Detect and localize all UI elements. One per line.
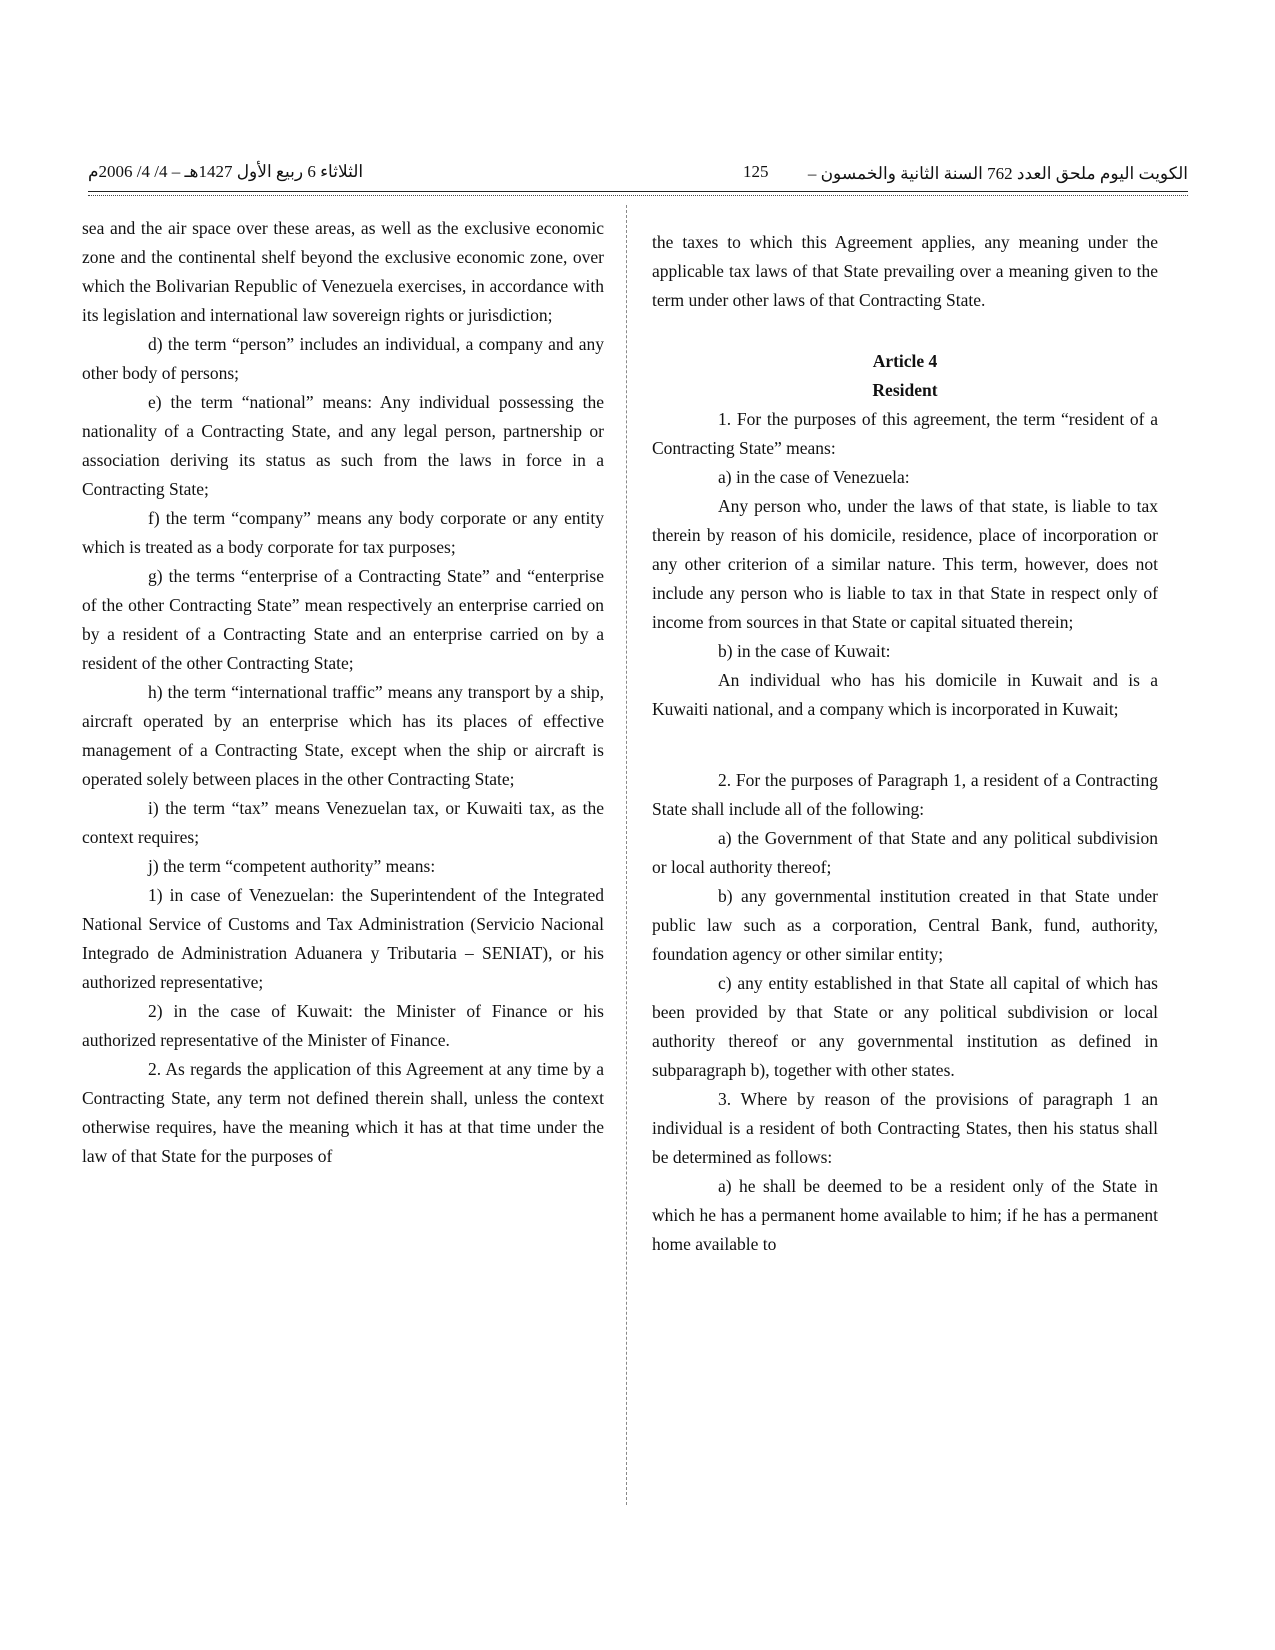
paragraph: 3. Where by reason of the provisions of paragraph 1 an individual is a resident of both Contracting States, then his status shall be determined as follows:: [652, 1089, 1158, 1167]
paragraph: b) in the case of Kuwait:: [718, 641, 891, 661]
paragraph: h) the term “international traffic” means any transport by a ship, aircraft operated by an enterprise which has its places of effective management of a Contracting State, except when the ship or aircraft is operated solely between places in the other Contracting State;: [82, 682, 604, 789]
header-date: الثلاثاء 6 ربيع الأول 1427هـ – 4/ 4/ 2006م: [88, 162, 364, 181]
right-column: [652, 228, 1158, 1259]
header-rule: [88, 191, 1188, 192]
page-header: [88, 156, 1188, 196]
paragraph: 1) in case of Venezuelan: the Superintendent of the Integrated National Service of Customs and Tax Administration (Servicio Nacional Integrado de Administration Aduanera y Tributaria – SENIAT), or his authorized representative;: [82, 885, 604, 992]
paragraph: e) the term “national” means: Any individual possessing the nationality of a Contracting State, and any legal person, partnership or association deriving its status as such from the laws in force in a Contracting State;: [82, 392, 604, 499]
paragraph: j) the term “competent authority” means:: [148, 856, 436, 876]
paragraph: d) the term “person” includes an individual, a company and any other body of persons;: [82, 334, 604, 383]
paragraph: a) the Government of that State and any political subdivision or local authority thereof;: [652, 828, 1158, 877]
paragraph: 1. For the purposes of this agreement, the term “resident of a Contracting State” means:: [652, 409, 1158, 458]
paragraph: An individual who has his domicile in Kuwait and is a Kuwaiti national, and a company which is incorporated in Kuwait;: [652, 670, 1158, 719]
paragraph: 2. As regards the application of this Agreement at any time by a Contracting State, any term not defined therein shall, unless the context otherwise requires, have the meaning which it has at that time under the law of that State for the purposes of: [82, 1059, 604, 1166]
paragraph: the taxes to which this Agreement applies, any meaning under the applicable tax laws of that State prevailing over a meaning given to the term under other laws of that Contracting State.: [652, 232, 1158, 310]
page-number: 125: [743, 162, 769, 181]
paragraph: Any person who, under the laws of that state, is liable to tax therein by reason of his domicile, residence, place of incorporation or any other criterion of a similar nature. This term, however, does not include any person who is liable to tax in that State in respect only of income from sources in that State or capital situated therein;: [652, 496, 1158, 632]
paragraph: g) the terms “enterprise of a Contracting State” and “enterprise of the other Contracting State” mean respectively an enterprise carried on by a resident of a Contracting State and an enterprise carried on by a resident of the other Contracting State;: [82, 566, 604, 673]
header-rule-dotted: [88, 195, 1188, 196]
paragraph: a) in the case of Venezuela:: [718, 467, 910, 487]
left-column: [82, 214, 604, 1171]
paragraph: sea and the air space over these areas, as well as the exclusive economic zone and the continental shelf beyond the exclusive economic zone, over which the Bolivarian Republic of Venezuela exercises, in accordance with its legislation and international law sovereign rights or jurisdiction;: [82, 218, 604, 325]
paragraph: a) he shall be deemed to be a resident only of the State in which he has a permanent home available to him; if he has a permanent home available to: [652, 1176, 1158, 1254]
paragraph: 2) in the case of Kuwait: the Minister of Finance or his authorized representative of the Minister of Finance.: [82, 1001, 604, 1050]
article-title: Resident: [872, 380, 938, 400]
paragraph: 2. For the purposes of Paragraph 1, a resident of a Contracting State shall include all of the following:: [652, 770, 1158, 819]
publication-title: الكويت اليوم ملحق العدد 762 السنة الثانية والخمسون –: [807, 164, 1188, 183]
paragraph: b) any governmental institution created in that State under public law such as a corporation, Central Bank, fund, authority, foundation agency or other similar entity;: [652, 886, 1158, 964]
paragraph: f) the term “company” means any body corporate or any entity which is treated as a body corporate for tax purposes;: [82, 508, 604, 557]
paragraph: i) the term “tax” means Venezuelan tax, or Kuwaiti tax, as the context requires;: [82, 798, 604, 847]
article-heading: Article 4: [872, 351, 938, 371]
column-divider: [626, 205, 627, 1505]
paragraph: c) any entity established in that State all capital of which has been provided by that State or any political subdivision or local authority thereof or any governmental institution as defined in subparagraph b), together with other states.: [652, 973, 1158, 1080]
